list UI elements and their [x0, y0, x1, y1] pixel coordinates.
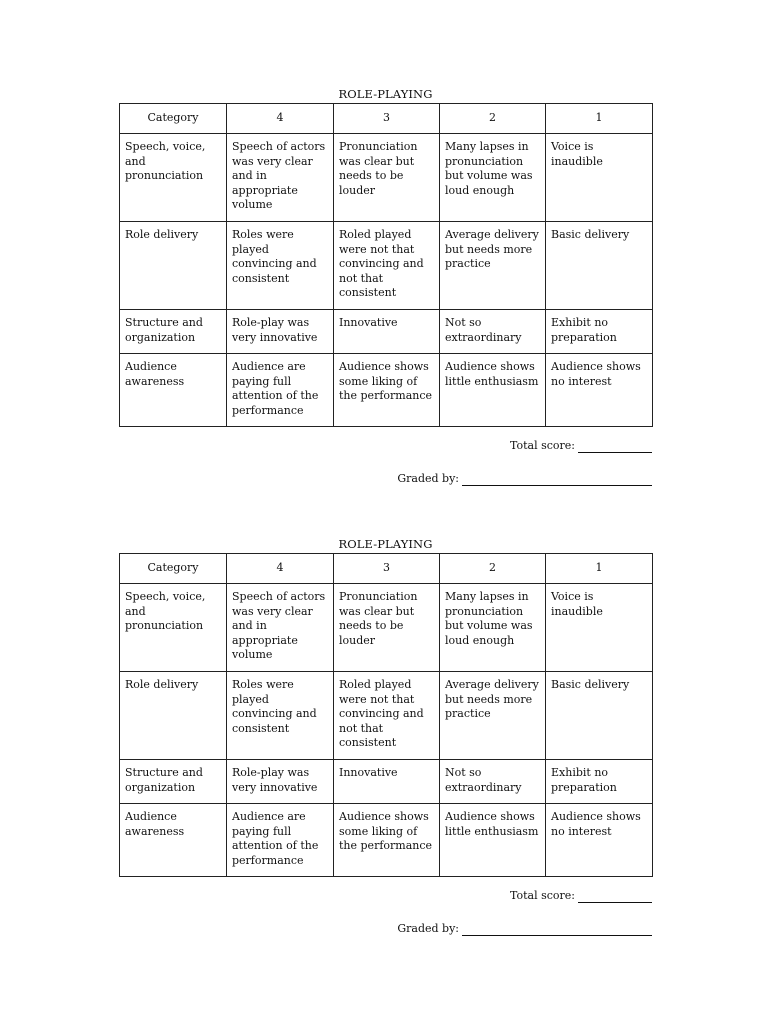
criteria-cell-4: Role-play was very innovative	[227, 760, 334, 804]
header-score-1: 1	[546, 104, 653, 134]
criteria-cell-2: Average delivery but needs more practice	[440, 222, 546, 310]
total-score-label: Total score:	[509, 439, 575, 452]
criteria-cell-4: Roles were played convincing and consistent	[227, 222, 334, 310]
graded-by-blank[interactable]	[462, 473, 652, 486]
criteria-cell-2: Not so extraordinary	[440, 760, 546, 804]
category-cell: Speech, voice, and pronunciation	[120, 584, 227, 672]
header-score-1: 1	[546, 554, 653, 584]
header-score-2: 2	[440, 554, 546, 584]
rubric-role-playing-1	[119, 86, 652, 485]
criteria-cell-1: Basic delivery	[546, 222, 653, 310]
graded-by-line	[397, 472, 652, 486]
criteria-cell-3: Audience shows some liking of the performance	[334, 804, 440, 877]
rubric-table	[119, 553, 653, 877]
criteria-cell-2: Average delivery but needs more practice	[440, 672, 546, 760]
criteria-cell-1: Voice is inaudible	[546, 134, 653, 222]
criteria-cell-4: Role-play was very innovative	[227, 310, 334, 354]
table-row	[120, 354, 653, 427]
table-row	[120, 584, 653, 672]
rubric-table	[119, 103, 653, 427]
rubric-role-playing-2	[119, 536, 652, 935]
criteria-cell-3: Pronunciation was clear but needs to be louder	[334, 584, 440, 672]
header-row	[120, 104, 653, 134]
total-score-line	[510, 439, 652, 453]
table-row	[120, 134, 653, 222]
category-cell: Audience awareness	[120, 804, 227, 877]
total-score-blank[interactable]	[578, 440, 652, 453]
table-row	[120, 760, 653, 804]
rubric-title: ROLE-PLAYING	[338, 537, 433, 551]
criteria-cell-2: Audience shows little enthusiasm	[440, 804, 546, 877]
table-row	[120, 222, 653, 310]
graded-by-label: Graded by:	[397, 472, 459, 485]
header-score-4: 4	[227, 104, 334, 134]
total-score-blank[interactable]	[578, 890, 652, 903]
criteria-cell-4: Audience are paying full attention of the performance	[227, 804, 334, 877]
category-cell: Speech, voice, and pronunciation	[120, 134, 227, 222]
criteria-cell-3: Roled played were not that convincing and not that consistent	[334, 222, 440, 310]
category-cell: Audience awareness	[120, 354, 227, 427]
criteria-cell-2: Audience shows little enthusiasm	[440, 354, 546, 427]
criteria-cell-3: Innovative	[334, 310, 440, 354]
category-cell: Structure and organization	[120, 760, 227, 804]
criteria-cell-4: Speech of actors was very clear and in appropriate volume	[227, 134, 334, 222]
table-row	[120, 310, 653, 354]
criteria-cell-4: Speech of actors was very clear and in appropriate volume	[227, 584, 334, 672]
header-score-3: 3	[334, 554, 440, 584]
table-row	[120, 672, 653, 760]
total-score-line	[510, 889, 652, 903]
criteria-cell-1: Exhibit no preparation	[546, 310, 653, 354]
category-cell: Structure and organization	[120, 310, 227, 354]
criteria-cell-1: Audience shows no interest	[546, 354, 653, 427]
category-cell: Role delivery	[120, 672, 227, 760]
criteria-cell-3: Audience shows some liking of the performance	[334, 354, 440, 427]
criteria-cell-3: Roled played were not that convincing and not that consistent	[334, 672, 440, 760]
header-score-3: 3	[334, 104, 440, 134]
criteria-cell-4: Roles were played convincing and consistent	[227, 672, 334, 760]
rubric-title: ROLE-PLAYING	[338, 87, 433, 101]
criteria-cell-1: Exhibit no preparation	[546, 760, 653, 804]
graded-by-label: Graded by:	[397, 922, 459, 935]
criteria-cell-2: Not so extraordinary	[440, 310, 546, 354]
header-category: Category	[120, 104, 227, 134]
header-category: Category	[120, 554, 227, 584]
graded-by-blank[interactable]	[462, 923, 652, 936]
criteria-cell-3: Innovative	[334, 760, 440, 804]
criteria-cell-3: Pronunciation was clear but needs to be louder	[334, 134, 440, 222]
graded-by-line	[397, 922, 652, 936]
criteria-cell-2: Many lapses in pronunciation but volume was loud enough	[440, 584, 546, 672]
criteria-cell-1: Audience shows no interest	[546, 804, 653, 877]
total-score-label: Total score:	[509, 889, 575, 902]
criteria-cell-4: Audience are paying full attention of the performance	[227, 354, 334, 427]
header-score-4: 4	[227, 554, 334, 584]
header-row	[120, 554, 653, 584]
header-score-2: 2	[440, 104, 546, 134]
category-cell: Role delivery	[120, 222, 227, 310]
criteria-cell-2: Many lapses in pronunciation but volume was loud enough	[440, 134, 546, 222]
criteria-cell-1: Voice is inaudible	[546, 584, 653, 672]
table-row	[120, 804, 653, 877]
criteria-cell-1: Basic delivery	[546, 672, 653, 760]
